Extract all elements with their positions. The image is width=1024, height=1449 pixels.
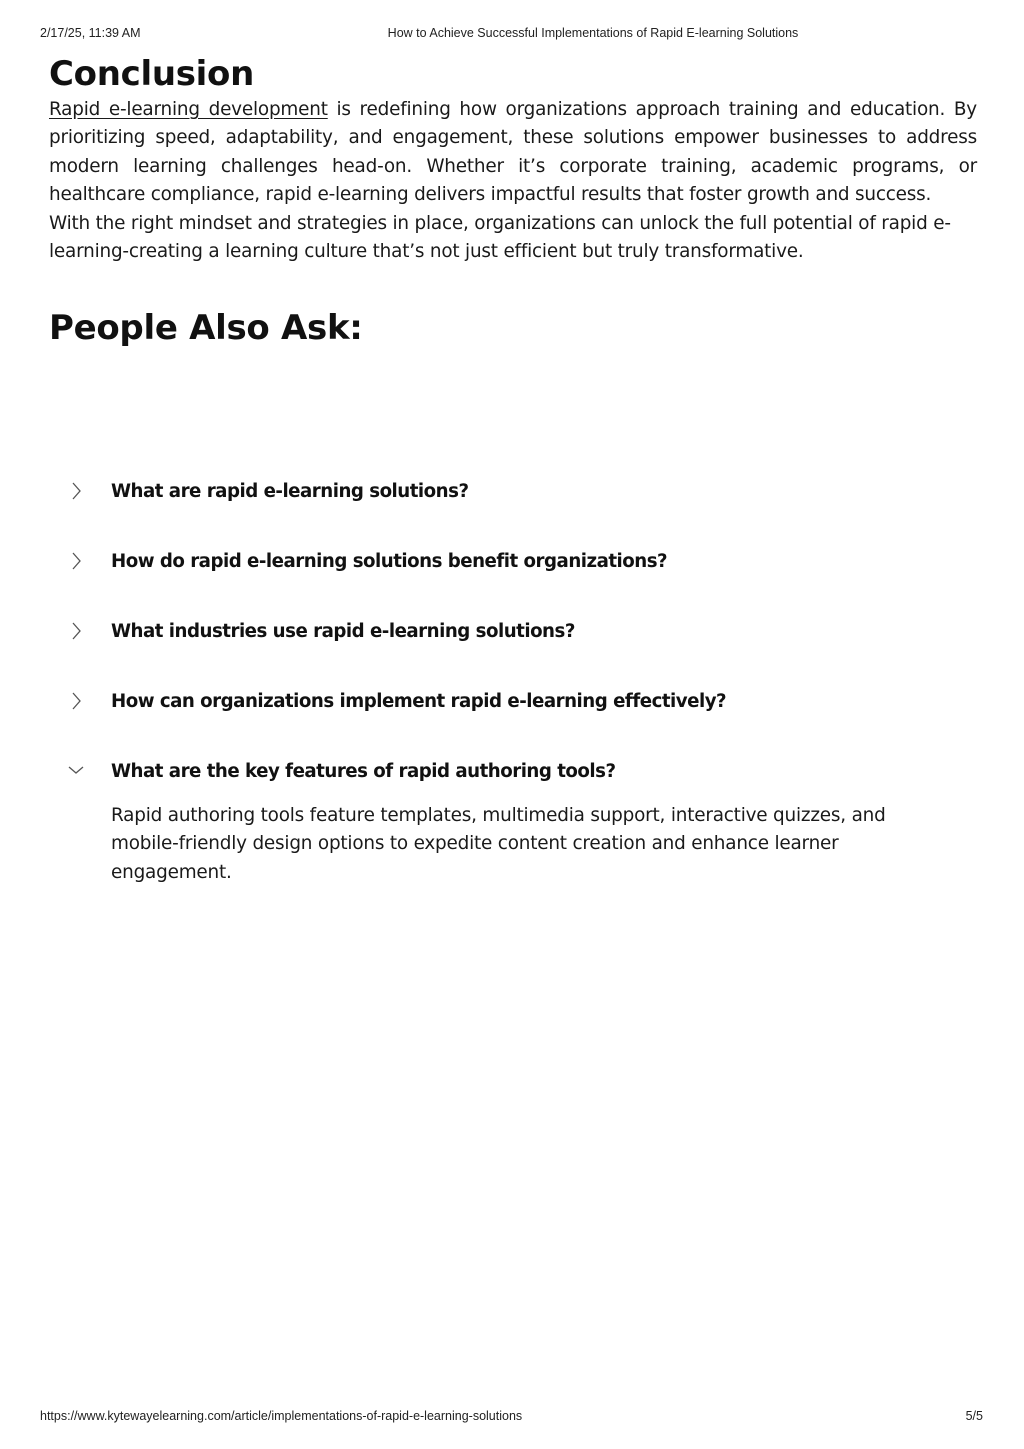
- faq-question-toggle[interactable]: [62, 540, 962, 610]
- faq-question-text: What are the key features of rapid authoring tools?: [111, 761, 616, 782]
- print-url: https://www.kytewayelearning.com/article/implementations-of-rapid-e-learning-solutions: [40, 1409, 523, 1423]
- chevron-right-icon: [68, 620, 84, 642]
- print-header: [0, 26, 1024, 42]
- faq-item: [62, 540, 962, 610]
- faq-question-toggle[interactable]: [62, 750, 962, 820]
- faq-question-toggle[interactable]: [62, 470, 962, 540]
- conclusion-paragraph-1: [49, 96, 977, 210]
- faq-accordion: [62, 470, 962, 887]
- faq-item-expanded: [62, 750, 962, 887]
- conclusion-heading: Conclusion: [49, 54, 254, 94]
- faq-question-text: What industries use rapid e-learning solutions?: [111, 621, 575, 642]
- faq-item: [62, 470, 962, 540]
- chevron-down-icon: [68, 760, 84, 782]
- conclusion-paragraph-1-text: is redefining how organizations approach training and education. By prioritizing speed, adaptability, and engagement, these solutions empower businesses to address modern learning challenges head-on. Whether it’s corporate training, academic programs, or healthcare compliance, rapid e-learning delivers impactful results that foster growth and success.: [49, 99, 977, 206]
- article-content: [49, 52, 977, 350]
- faq-question-toggle[interactable]: [62, 680, 962, 750]
- chevron-right-icon: [68, 480, 84, 502]
- chevron-right-icon: [68, 550, 84, 572]
- people-also-ask-heading: People Also Ask:: [49, 308, 363, 349]
- faq-item: [62, 680, 962, 750]
- faq-question-text: How do rapid e-learning solutions benefit organizations?: [111, 551, 668, 572]
- print-footer: [0, 1409, 1024, 1425]
- chevron-right-icon: [68, 690, 84, 712]
- faq-item: [62, 610, 962, 680]
- faq-question-text: What are rapid e-learning solutions?: [111, 481, 469, 502]
- rapid-elearning-development-link[interactable]: Rapid e-learning development: [49, 99, 328, 120]
- print-page-title: How to Achieve Successful Implementations of Rapid E-learning Solutions: [387, 26, 799, 40]
- print-date: 2/17/25, 11:39 AM: [40, 26, 141, 40]
- page-number: 5/5: [965, 1409, 983, 1423]
- faq-question-toggle[interactable]: [62, 610, 962, 680]
- faq-answer-text: Rapid authoring tools feature templates, multimedia support, interactive quizzes, and mobile-friendly design options to expedite content creation and enhance learner engagement.: [111, 805, 886, 883]
- conclusion-paragraph-2: With the right mindset and strategies in place, organizations can unlock the full potential of rapid e-learning-creating a learning culture that’s not just efficient but truly transformative.: [49, 212, 951, 263]
- faq-question-text: How can organizations implement rapid e-learning effectively?: [111, 691, 727, 712]
